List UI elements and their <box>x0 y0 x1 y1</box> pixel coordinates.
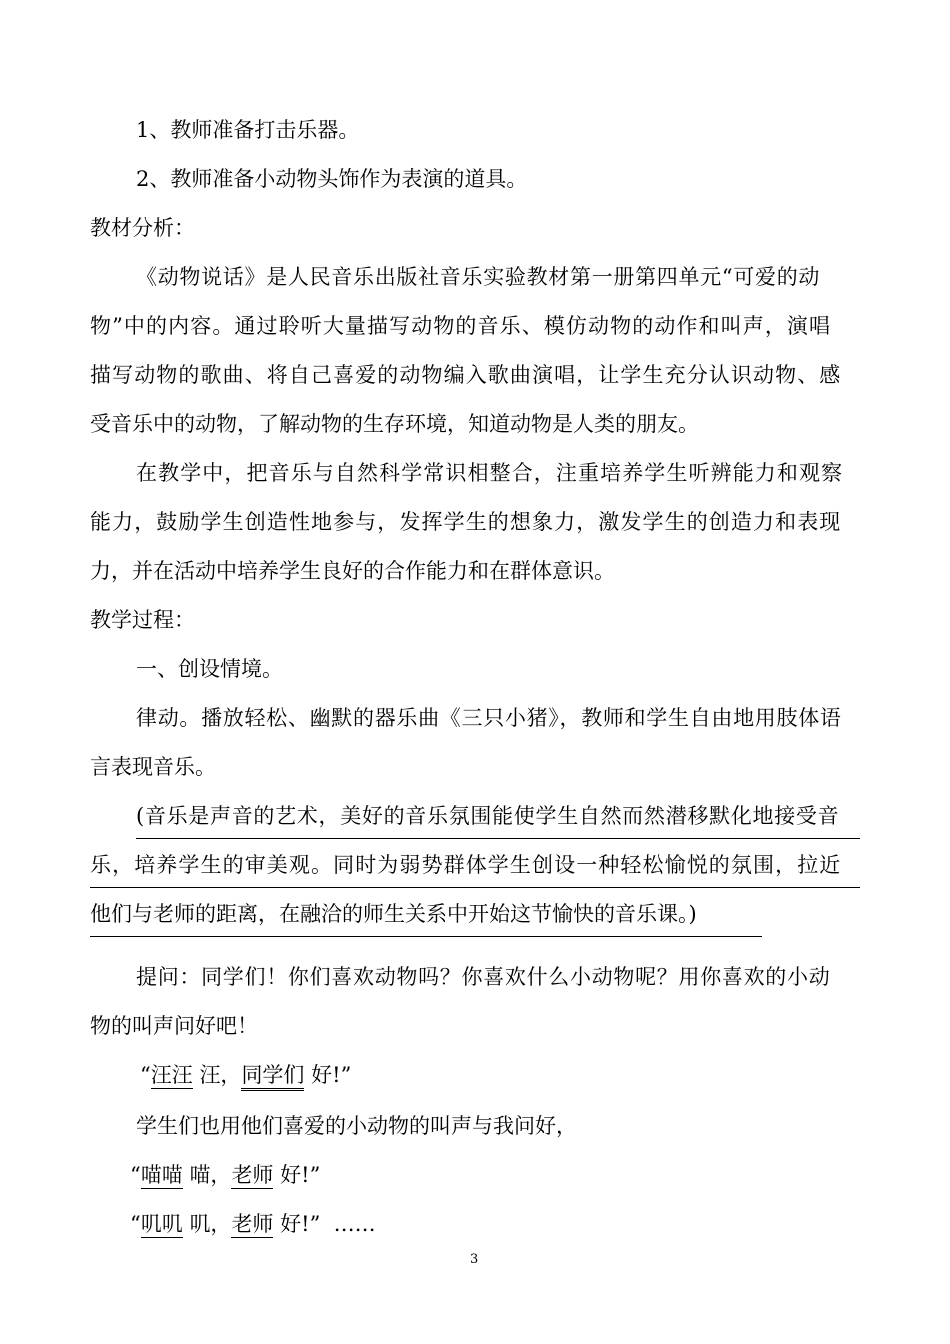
paragraph-1-line-1: 《动物说话》是人民音乐出版社音乐实验教材第一册第四单元“可爱的动 <box>136 265 821 289</box>
quote-open: “ <box>140 1063 151 1087</box>
paragraph-2-line-3: 力，并在活动中培养学生良好的合作能力和在群体意识。 <box>90 559 615 583</box>
greeting-end: 好!” <box>280 1212 321 1236</box>
prep-item-2: 2、教师准备小动物头饰作为表演的道具。 <box>136 167 528 191</box>
greeting-end: 好!” <box>280 1163 321 1187</box>
note-line-2: 乐，培养学生的审美观。同时为弱势群体学生创设一种轻松愉悦的氛围，拉近 <box>90 853 842 877</box>
sound-word: 汪汪 <box>150 1063 193 1087</box>
note-line-3: 他们与老师的距离，在融洽的师生关系中开始这节愉快的音乐课。) <box>90 902 697 926</box>
paragraph-2-line-1: 在教学中，把音乐与自然科学常识相整合，注重培养学生听辨能力和观察 <box>136 461 844 485</box>
paragraph-3-line-2: 言表现音乐。 <box>90 755 216 779</box>
sound-word-single: 汪， <box>199 1063 242 1087</box>
note-underline-1 <box>136 838 860 839</box>
page-number: 3 <box>470 1252 479 1267</box>
paragraph-1-line-4: 受音乐中的动物，了解动物的生存环境，知道动物是人类的朋友。 <box>90 412 699 436</box>
response-line: 学生们也用他们喜爱的小动物的叫声与我问好， <box>136 1114 577 1138</box>
greeting-end: 好!” <box>311 1063 352 1087</box>
quote-open: “ <box>130 1212 141 1236</box>
sound-word: 叽叽 <box>140 1212 183 1236</box>
addressee: 老师 <box>231 1212 274 1236</box>
question-line-1: 提问：同学们！你们喜欢动物吗？你喜欢什么小动物呢？用你喜欢的小动 <box>136 965 831 989</box>
paragraph-3-line-1: 律动。播放轻松、幽默的器乐曲《三只小猪》，教师和学生自由地用肢体语 <box>136 706 842 730</box>
paragraph-2-line-2: 能力，鼓励学生创造性地参与，发挥学生的想象力，激发学生的创造力和表现 <box>90 510 842 534</box>
sound-word-single: 叽， <box>189 1212 232 1236</box>
prep-item-1: 1、教师准备打击乐器。 <box>136 118 360 142</box>
sound-word: 喵喵 <box>140 1163 183 1187</box>
greeting-bird <box>130 1209 376 1239</box>
note-line-1: (音乐是声音的艺术，美好的音乐氛围能使学生自然而然潜移默化地接受音 <box>136 804 840 828</box>
heading-textbook-analysis: 教材分析： <box>90 216 195 240</box>
greeting-cat <box>130 1160 320 1190</box>
note-underline-3 <box>90 936 762 937</box>
section-1-title: 一、创设情境。 <box>136 657 283 681</box>
quote-open: “ <box>130 1163 141 1187</box>
question-line-2: 物的叫声问好吧！ <box>90 1014 258 1038</box>
note-underline-2 <box>90 887 860 888</box>
addressee: 同学们 <box>241 1063 304 1091</box>
heading-teaching-process: 教学过程： <box>90 608 195 632</box>
addressee: 老师 <box>231 1163 274 1187</box>
paragraph-1-line-3: 描写动物的歌曲、将自己喜爱的动物编入歌曲演唱，让学生充分认识动物、感 <box>90 363 842 387</box>
paragraph-1-line-2: 物”中的内容。通过聆听大量描写动物的音乐、模仿动物的动作和叫声，演唱 <box>90 314 832 338</box>
ellipsis: …… <box>333 1212 376 1236</box>
sound-word-single: 喵， <box>189 1163 232 1187</box>
greeting-dog <box>140 1060 351 1090</box>
